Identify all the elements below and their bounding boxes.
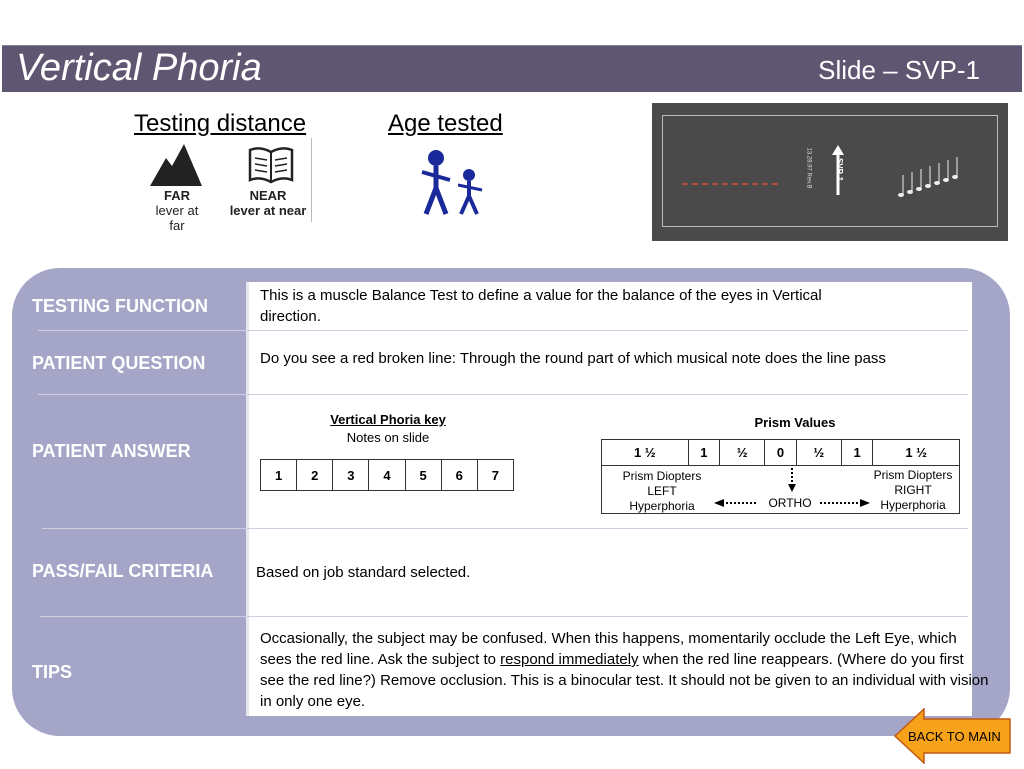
pass-fail-text: Based on job standard selected.: [256, 564, 471, 581]
far-label-title: FAR: [164, 188, 190, 203]
patient-question-text: Do you see a red broken line: Through the round part of which musical note does the line pass: [260, 350, 886, 367]
key-cell: 7: [477, 460, 513, 491]
prism-left-line1: Prism Diopters: [622, 469, 702, 483]
slide-preview-label: SVP-1: [835, 157, 845, 182]
far-label: [150, 188, 204, 233]
icon-divider: [311, 138, 312, 222]
mountain-icon: [148, 142, 204, 188]
prism-values-table: [601, 439, 960, 466]
slide-preview-sidetext: 13.28.97 Rev.B: [805, 147, 812, 189]
tips-emphasis: respond immediately: [500, 651, 639, 668]
slide-id: Slide – SVP-1: [818, 55, 980, 85]
phoria-key-table: [260, 459, 514, 491]
key-cell: 6: [441, 460, 477, 491]
prism-right-line1: Prism Diopters: [873, 468, 953, 482]
prism-cell: 1: [688, 440, 719, 466]
phoria-key-subtitle: Notes on slide: [346, 430, 430, 445]
header-bar: [2, 45, 1022, 92]
pass-fail-label: PASS/FAIL CRITERIA: [32, 561, 214, 581]
ortho-label: ORTHO: [768, 496, 812, 510]
prism-cell: 0: [765, 440, 796, 466]
prism-left-line2: LEFT: [647, 484, 677, 498]
book-icon: [246, 144, 296, 186]
tips-text-part1: Occasionally, the subject may be confused. When this happens, momentarily occlude the Left Eye, which sees the red line. Ask the subject to: [260, 630, 957, 668]
adult-child-icon: [414, 148, 488, 218]
patient-answer-label: PATIENT ANSWER: [32, 441, 191, 461]
key-cell: 5: [405, 460, 441, 491]
testing-function-label: TESTING FUNCTION: [32, 296, 208, 316]
prism-right-line3: Hyperphoria: [880, 498, 946, 512]
slide-preview-graphic: [652, 103, 1008, 241]
patient-question-label: PATIENT QUESTION: [32, 353, 206, 373]
prism-cell: ½: [796, 440, 841, 466]
near-label: [228, 188, 308, 218]
row-divider: [42, 528, 968, 529]
near-label-title: NEAR: [249, 188, 287, 203]
prism-right-line2: RIGHT: [894, 483, 932, 497]
key-cell: 2: [297, 460, 333, 491]
prism-left-line3: Hyperphoria: [629, 499, 695, 513]
slide-preview-image: [652, 103, 1008, 241]
key-cell: 4: [369, 460, 405, 491]
row-divider: [38, 330, 968, 331]
prism-cell: 1: [841, 440, 872, 466]
tips-label: TIPS: [32, 662, 73, 682]
near-label-sub: lever at near: [229, 203, 307, 218]
far-label-sub: lever at far: [155, 203, 199, 233]
tips-text-part2: when the red line reappears. (Where do you first see the red line?) Remove occlusion. This is a binocular test. It should not be given to an individual with vision in only one eye.: [260, 651, 989, 710]
tips-text: [260, 628, 992, 712]
prism-right-label: [858, 468, 968, 513]
prism-cell: ½: [720, 440, 765, 466]
row-divider: [38, 394, 968, 395]
phoria-key-title: Vertical Phoria key: [330, 412, 446, 427]
testing-function-text: This is a muscle Balance Test to define a value for the balance of the eyes in Vertical direction.: [260, 287, 822, 325]
prism-cell: 1 ½: [873, 440, 960, 466]
key-cell: 3: [333, 460, 369, 491]
back-to-main-label[interactable]: BACK TO MAIN: [908, 729, 1001, 744]
prism-values-title: Prism Values: [754, 415, 836, 430]
panel-vertical-divider: [246, 282, 249, 716]
prism-arrows-icon: [712, 466, 872, 512]
page-title: Vertical Phoria: [16, 47, 262, 89]
testing-distance-heading: Testing distance: [134, 110, 307, 137]
row-divider: [40, 616, 968, 617]
prism-cell: 1 ½: [602, 440, 689, 466]
age-tested-heading: Age tested: [388, 110, 503, 137]
key-cell: 1: [261, 460, 297, 491]
prism-left-label: [606, 469, 718, 514]
